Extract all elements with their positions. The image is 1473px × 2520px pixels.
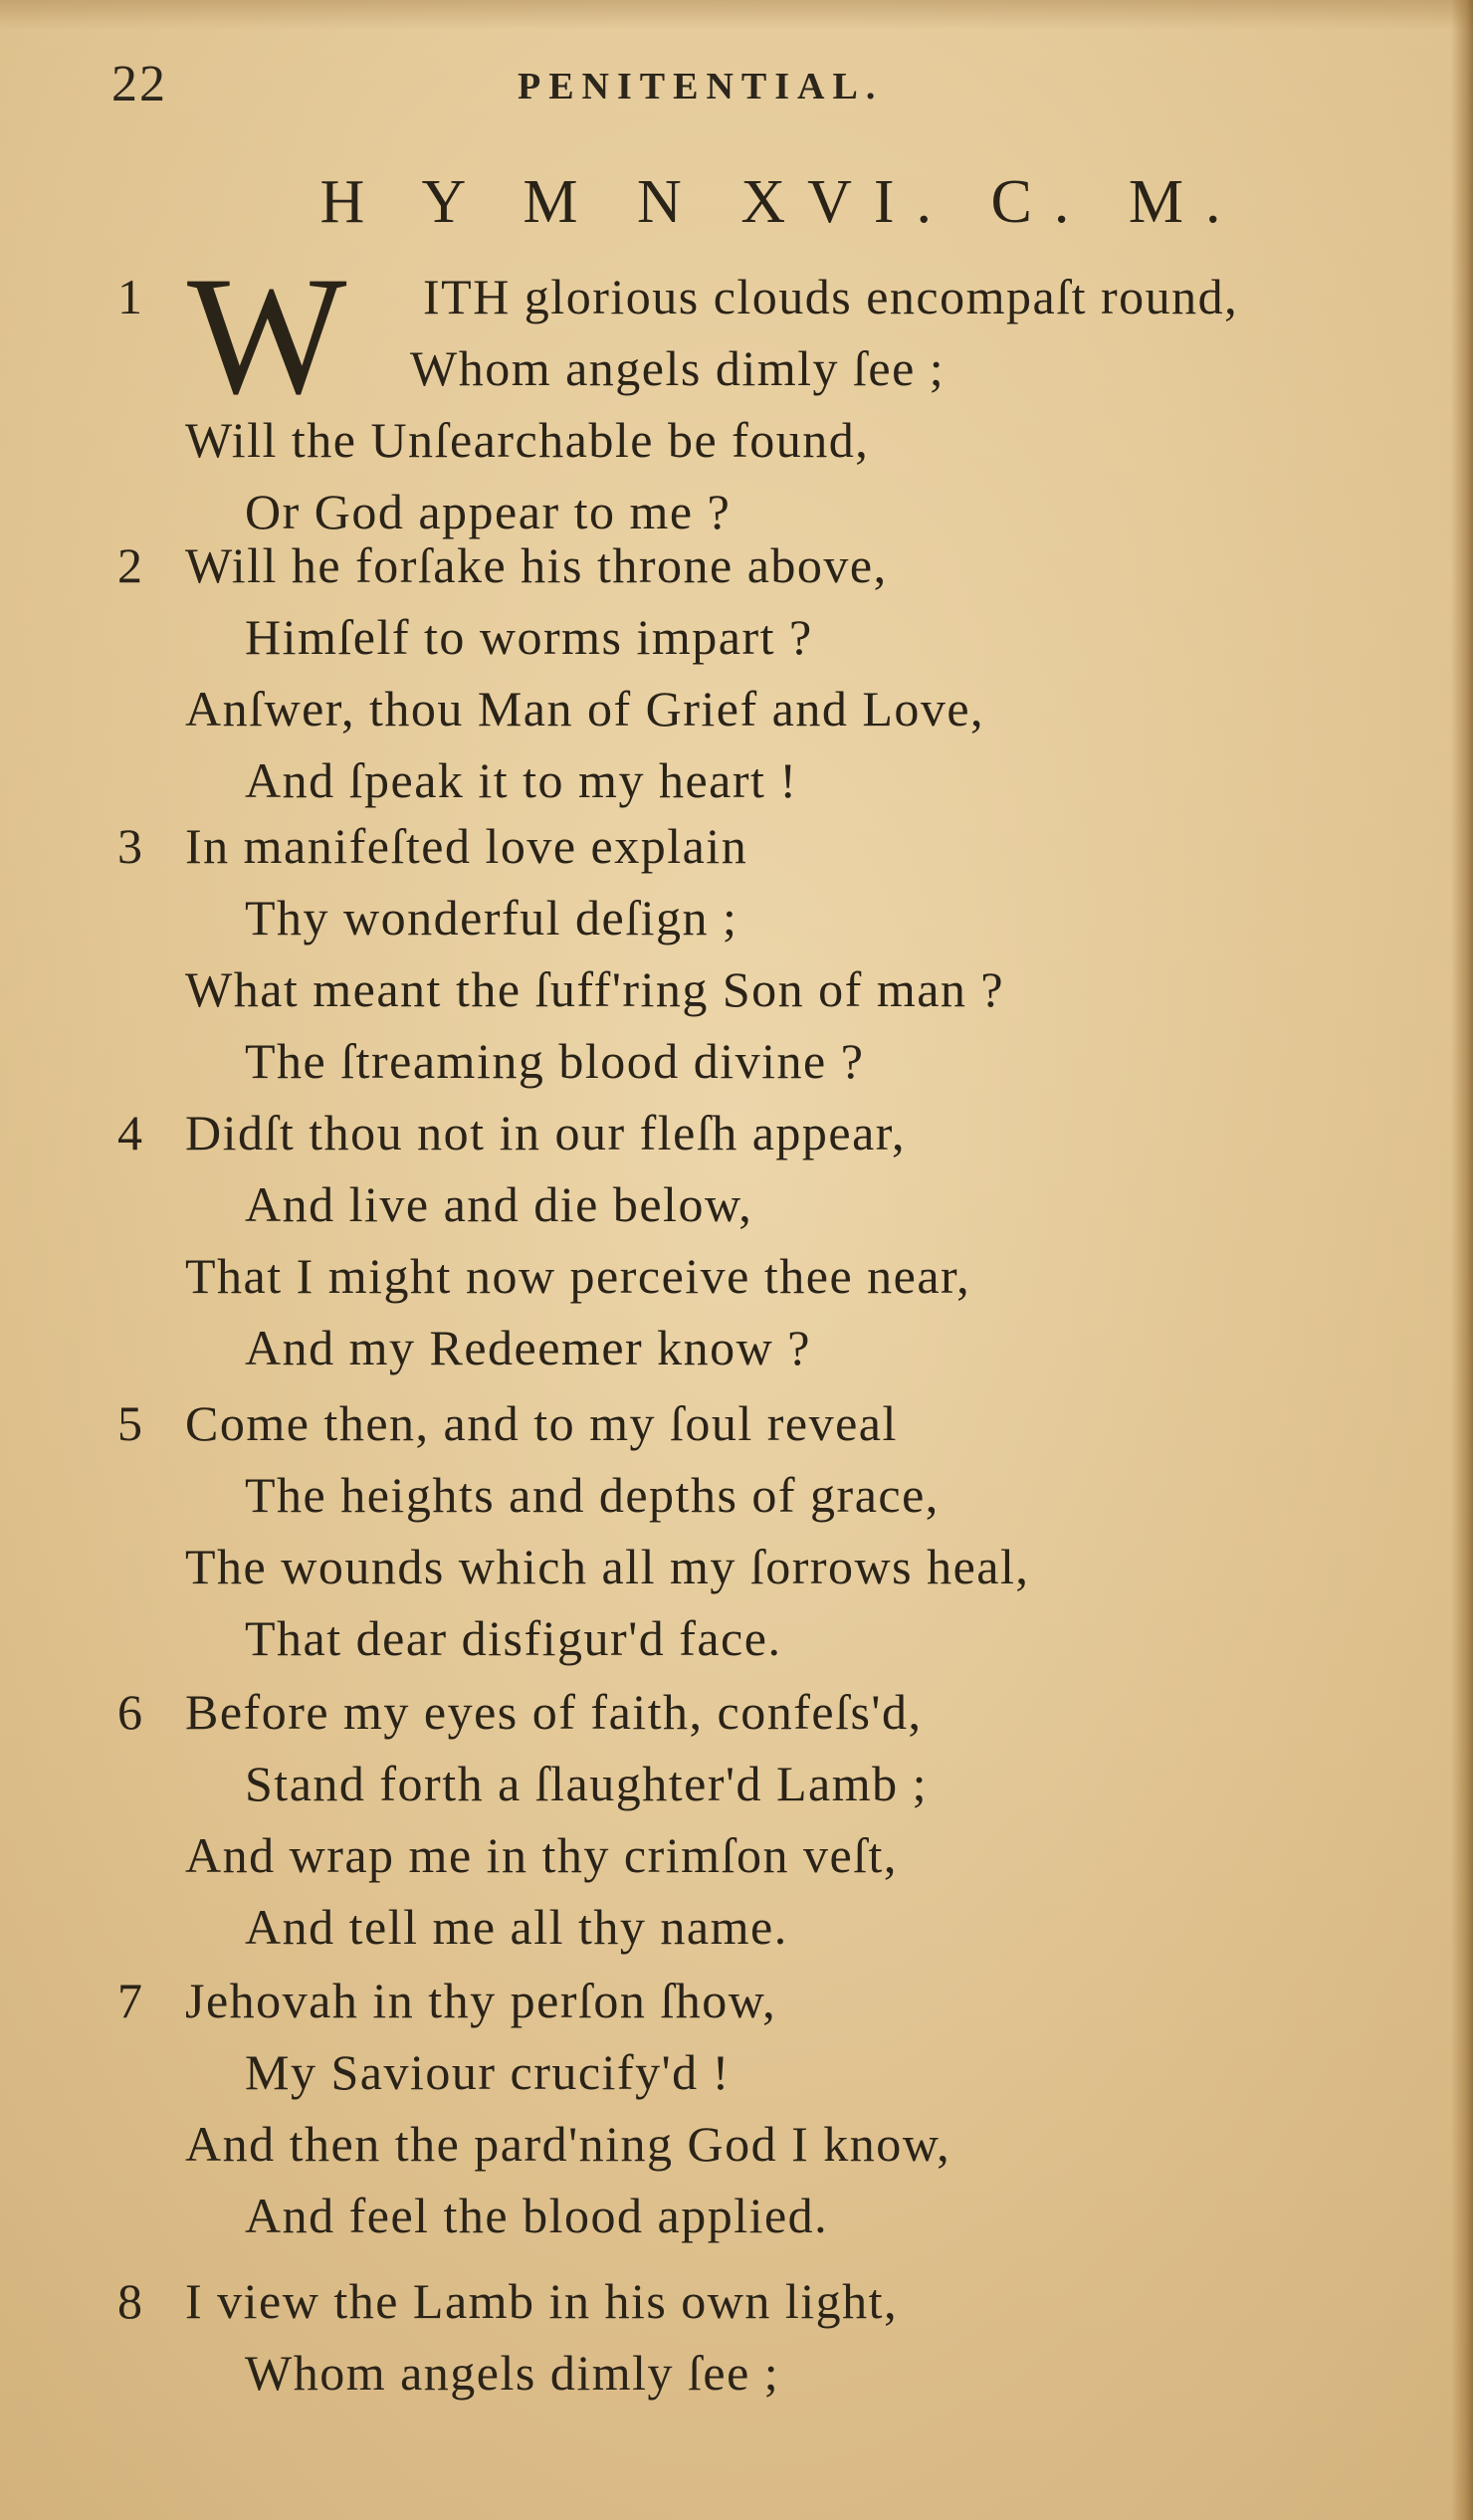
running-head [0, 55, 1473, 124]
stanza-number: 1 [117, 269, 142, 324]
verse-line: And ſpeak it to my heart ! [245, 752, 798, 808]
stanza-number: 3 [117, 818, 142, 874]
verse-line: And tell me all thy name. [245, 1899, 788, 1955]
verse-line: Will the Unſearchable be found, [185, 412, 870, 468]
verse-line: Stand forth a ſlaughter'd Lamb ; [245, 1756, 929, 1811]
verse-line: My Saviour crucify'd ! [245, 2044, 731, 2100]
verse-line: And feel the blood applied. [245, 2188, 829, 2243]
stanza-1 [0, 267, 1473, 539]
stanza-4 [0, 1103, 1473, 1375]
drop-cap: W [187, 242, 347, 429]
verse-line: Jehovah in thy perſon ſhow, [185, 1973, 777, 2028]
verse-line: The wounds which all my ſorrows heal, [185, 1539, 1030, 1594]
stanza-7 [0, 1971, 1473, 2243]
stanza-2 [0, 535, 1473, 808]
verse-line: What meant the ſuff'ring Son of man ? [185, 961, 1005, 1017]
stanza-number: 6 [117, 1684, 142, 1740]
verse-line: Thy wonderful deſign ; [245, 890, 738, 945]
stanza-number: 7 [117, 1973, 142, 2028]
verse-line: The ſtreaming blood divine ? [245, 1033, 865, 1089]
verse-line: Didſt thou not in our fleſh appear, [185, 1105, 906, 1160]
page-top-shadow [0, 0, 1473, 30]
verse-line: And live and die below, [245, 1176, 753, 1232]
running-title: PENITENTIAL. [518, 66, 884, 107]
verse-line: That I might now perceive thee near, [185, 1248, 971, 1304]
hymn-title: H Y M N XVI. C. M. [319, 168, 1243, 236]
stanza-8 [0, 2271, 1473, 2411]
verse-line: ITH glorious clouds encompaſt round, [423, 269, 1239, 324]
stanza-number: 5 [117, 1395, 142, 1451]
verse-line: Will he forſake his throne above, [185, 537, 888, 593]
verse-line: Or God appear to me ? [245, 484, 732, 539]
verse-line: And my Redeemer know ? [245, 1320, 811, 1375]
verse-line: Before my eyes of faith, confeſs'd, [185, 1684, 923, 1740]
verse-line: And wrap me in thy crimſon veſt, [185, 1827, 898, 1883]
page-number: 22 [111, 56, 167, 112]
verse-line: Himſelf to worms impart ? [245, 609, 813, 665]
verse-line: I view the Lamb in his own light, [185, 2273, 899, 2329]
stanza-5 [0, 1393, 1473, 1666]
verse-line: Come then, and to my ſoul reveal [185, 1395, 898, 1451]
stanza-3 [0, 816, 1473, 1089]
verse-line: And then the pard'ning God I know, [185, 2116, 951, 2172]
verse-line: Whom angels dimly ſee ; [245, 2345, 780, 2401]
verse-line: Anſwer, thou Man of Grief and Love, [185, 681, 985, 736]
stanza-number: 2 [117, 537, 142, 593]
verse-line: That dear disfigur'd face. [245, 1610, 782, 1666]
verse-line: The heights and depths of grace, [245, 1467, 940, 1523]
verse-line: Whom angels dimly ſee ; [410, 340, 946, 396]
stanza-6 [0, 1682, 1473, 1955]
stanza-number: 4 [117, 1105, 142, 1160]
stanza-number: 8 [117, 2273, 142, 2329]
verse-line: In manifeſted love explain [185, 818, 748, 874]
